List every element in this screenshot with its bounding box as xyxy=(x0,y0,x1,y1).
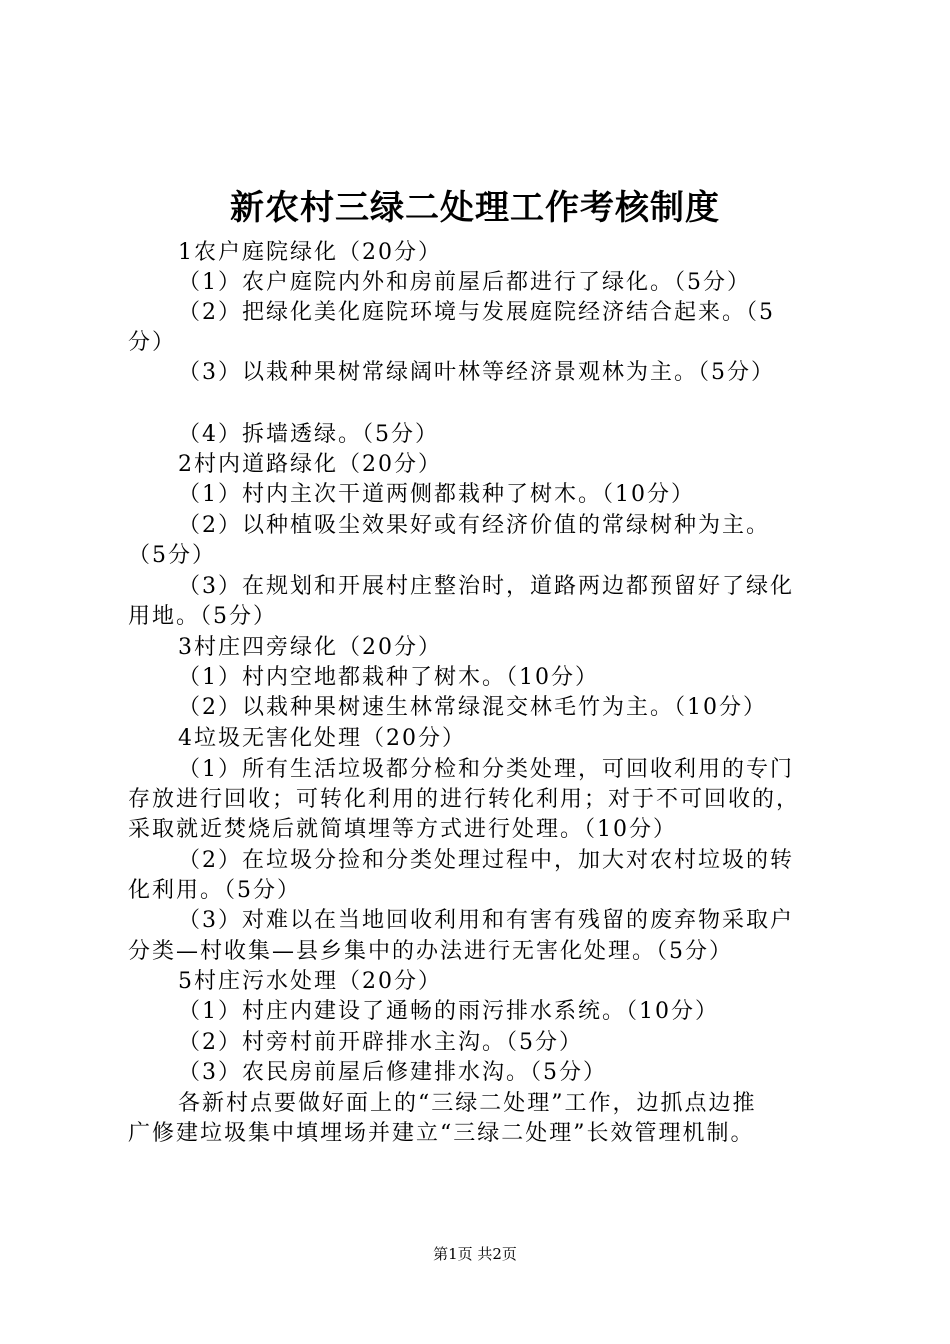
list-item: （3）以栽种果树常绿阔叶林等经济景观林为主。（5分） xyxy=(178,360,775,385)
list-item: （1）村内空地都栽种了树木。（10分） xyxy=(178,665,599,690)
section-heading-5: 5村庄污水处理（20分） xyxy=(178,969,442,994)
section-heading-1: 1农户庭院绿化（20分） xyxy=(178,240,442,265)
list-item: （1）所有生活垃圾都分检和分类处理，可回收利用的专门 xyxy=(178,757,794,782)
section-heading-3: 3村庄四旁绿化（20分） xyxy=(178,635,442,660)
section-heading-4: 4垃圾无害化处理（20分） xyxy=(178,726,466,751)
list-item: （2）以栽种果树速生林常绿混交林毛竹为主。（10分） xyxy=(178,695,767,720)
list-item: （2）把绿化美化庭院环境与发展庭院经济结合起来。（5 xyxy=(178,300,775,325)
list-item-continuation: 用地。（5分） xyxy=(128,604,277,629)
list-item: （1）村内主次干道两侧都栽种了树木。（10分） xyxy=(178,482,695,507)
closing-paragraph: 各新村点要做好面上的“三绿二处理”工作，边抓点边推 xyxy=(178,1091,757,1116)
list-item: （3）对难以在当地回收利用和有害有残留的废弃物采取户 xyxy=(178,908,794,933)
document-title: 新农村三绿二处理工作考核制度 xyxy=(230,188,720,228)
list-item-continuation: 分） xyxy=(128,330,177,355)
list-item: （1）村庄内建设了通畅的雨污排水系统。（10分） xyxy=(178,999,719,1024)
list-item-continuation: （5分） xyxy=(128,543,216,568)
list-item: （4）拆墙透绿。（5分） xyxy=(178,422,439,447)
list-item-continuation: 分类—村收集—县乡集中的办法进行无害化处理。（5分） xyxy=(128,939,733,964)
list-item-continuation: 存放进行回收；可转化利用的进行转化利用；对于不可回收的， xyxy=(128,787,801,812)
page-number: 第1页 共2页 xyxy=(433,1245,517,1263)
list-item: （2）以种植吸尘效果好或有经济价值的常绿树种为主。 xyxy=(178,513,770,538)
list-item: （2）村旁村前开辟排水主沟。（5分） xyxy=(178,1030,583,1055)
closing-paragraph-continuation: 广修建垃圾集中填埋场并建立“三绿二处理”长效管理机制。 xyxy=(128,1121,755,1146)
list-item: （2）在垃圾分捡和分类处理过程中，加大对农村垃圾的转 xyxy=(178,848,794,873)
list-item: （3）在规划和开展村庄整治时，道路两边都预留好了绿化 xyxy=(178,574,794,599)
list-item: （3）农民房前屋后修建排水沟。（5分） xyxy=(178,1060,607,1085)
list-item: （1）农户庭院内外和房前屋后都进行了绿化。（5分） xyxy=(178,270,751,295)
list-item-continuation: 采取就近焚烧后就简填埋等方式进行处理。（10分） xyxy=(128,817,677,842)
list-item-continuation: 化利用。（5分） xyxy=(128,878,301,903)
section-heading-2: 2村内道路绿化（20分） xyxy=(178,452,442,477)
